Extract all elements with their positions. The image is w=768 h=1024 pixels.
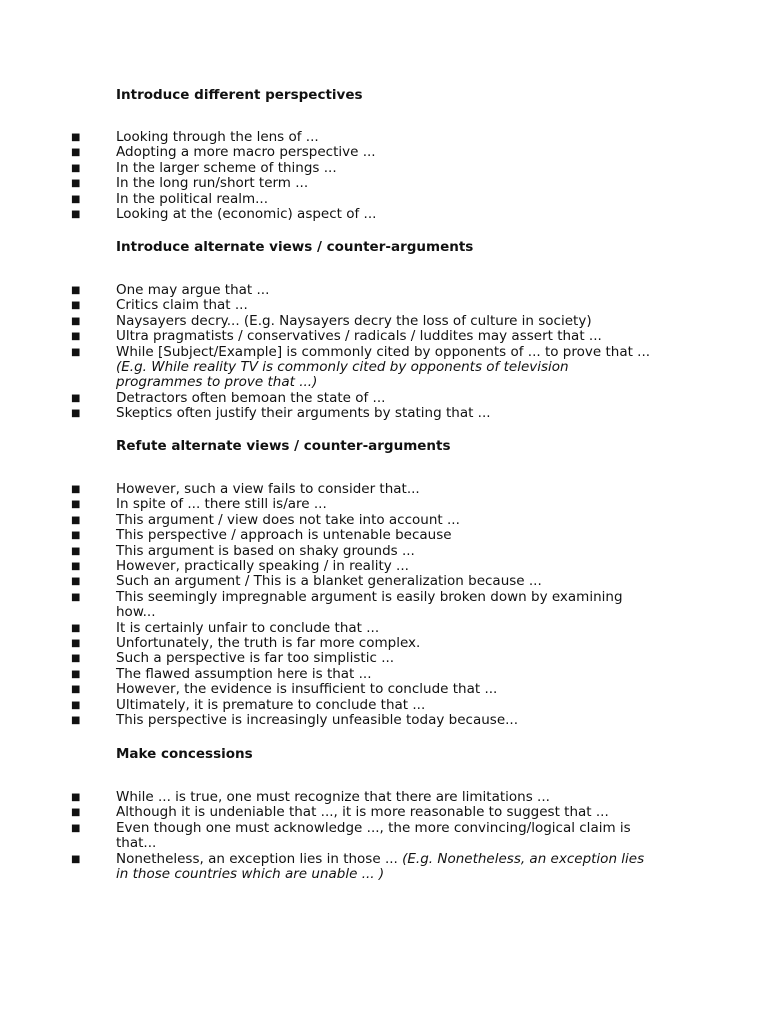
- list-item: [0, 161, 656, 176]
- list-item-text: One may argue that ...: [116, 282, 270, 298]
- list-item: [0, 667, 656, 682]
- list-item-text: While [Subject/Example] is commonly cited by opponents of ... to prove that ...: [116, 343, 651, 360]
- list-item-text: Although it is undeniable that ..., it is more reasonable to suggest that ...: [116, 804, 609, 821]
- list-item-text: Nonetheless, an exception lies in those ...: [116, 850, 403, 867]
- list-item: [0, 192, 656, 207]
- bullet-list: [0, 283, 768, 422]
- list-item-text: In the political realm...: [116, 190, 268, 207]
- list-item-text: This argument / view does not take into account ...: [116, 511, 460, 528]
- list-item-example: (E.g. Nonetheless, an exception lies in those countries which are unable ... ): [116, 850, 645, 883]
- list-item: [0, 852, 656, 883]
- bullet-icon: ■: [71, 684, 81, 696]
- bullet-list: [0, 130, 768, 222]
- bullet-icon: ■: [71, 591, 81, 603]
- bullet-list: [0, 790, 768, 882]
- bullet-icon: ■: [71, 715, 81, 727]
- list-item-text: This perspective is increasingly unfeasible today because...: [116, 712, 519, 729]
- bullet-icon: ■: [71, 807, 81, 819]
- bullet-icon: ■: [71, 315, 81, 327]
- list-item: [0, 314, 656, 329]
- list-item: [0, 145, 656, 160]
- list-item: [0, 713, 656, 728]
- list-item: [0, 207, 656, 222]
- list-item-text: This seemingly impregnable argument is easily broken down by examining how...: [116, 588, 623, 621]
- list-item-text: Looking at the (economic) aspect of ...: [116, 206, 377, 223]
- list-item: [0, 345, 656, 391]
- bullet-icon: ■: [71, 300, 81, 312]
- list-item: [0, 130, 656, 145]
- section-heading: Introduce alternate views / counter-arguments: [116, 239, 474, 255]
- list-item: [0, 621, 656, 636]
- list-item-text: Adopting a more macro perspective ...: [116, 144, 376, 161]
- bullet-icon: ■: [71, 193, 81, 205]
- bullet-icon: ■: [71, 408, 81, 420]
- bullet-icon: ■: [71, 530, 81, 542]
- list-item-text: However, practically speaking / in reality ...: [116, 558, 409, 575]
- list-item: [0, 528, 656, 543]
- bullet-icon: ■: [71, 285, 81, 296]
- list-item: [0, 790, 656, 805]
- list-item-text: Critics claim that ...: [116, 297, 248, 314]
- list-item-text: Looking through the lens of ...: [116, 129, 319, 145]
- list-item-text: However, such a view fails to consider that...: [116, 481, 420, 497]
- list-item-text: Naysayers decry... (E.g. Naysayers decry the loss of culture in society): [116, 312, 592, 329]
- bullet-icon: ■: [71, 346, 81, 358]
- list-item: [0, 636, 656, 651]
- list-item-text: Ultra pragmatists / conservatives / radicals / luddites may assert that ...: [116, 328, 602, 345]
- list-item: [0, 406, 656, 421]
- list-item-text: In spite of ... there still is/are ...: [116, 496, 327, 513]
- bullet-list: [0, 482, 768, 729]
- bullet-icon: ■: [71, 209, 81, 221]
- section-heading: Refute alternate views / counter-arguments: [116, 438, 451, 454]
- bullet-icon: ■: [71, 622, 81, 634]
- list-item: [0, 559, 656, 574]
- bullet-icon: ■: [71, 132, 81, 143]
- bullet-icon: ■: [71, 514, 81, 526]
- list-item: [0, 513, 656, 528]
- bullet-icon: ■: [71, 331, 81, 343]
- list-item: [0, 482, 656, 497]
- section-heading: Make concessions: [116, 746, 253, 762]
- list-item: [0, 805, 656, 820]
- list-item-text: The flawed assumption here is that ...: [116, 665, 372, 682]
- list-item-text: Even though one must acknowledge ..., the more convincing/logical claim is that...: [116, 819, 631, 852]
- section-heading: Introduce different perspectives: [116, 87, 363, 103]
- bullet-icon: ■: [71, 484, 81, 495]
- list-item-text: Unfortunately, the truth is far more complex.: [116, 635, 421, 652]
- list-item-text: Ultimately, it is premature to conclude that ...: [116, 696, 426, 713]
- list-item-example: (E.g. While reality TV is commonly cited by opponents of television programmes to prove that ...): [116, 359, 569, 391]
- bullet-icon: ■: [71, 178, 81, 190]
- list-item-text: This perspective / approach is untenable because: [116, 527, 452, 544]
- bullet-icon: ■: [71, 668, 81, 680]
- bullet-icon: ■: [71, 853, 81, 865]
- bullet-icon: ■: [71, 545, 81, 557]
- list-item: [0, 176, 656, 191]
- list-item-text: Detractors often bemoan the state of ...: [116, 389, 386, 406]
- bullet-icon: ■: [71, 822, 81, 834]
- bullet-icon: ■: [71, 653, 81, 665]
- list-item-text: Such an argument / This is a blanket generalization because ...: [116, 573, 542, 590]
- list-item-text: This argument is based on shaky grounds ...: [116, 542, 415, 559]
- list-item-text: In the larger scheme of things ...: [116, 159, 337, 176]
- list-item: [0, 497, 656, 512]
- list-item: [0, 391, 656, 406]
- bullet-icon: ■: [71, 561, 81, 573]
- bullet-icon: ■: [71, 499, 81, 511]
- bullet-icon: ■: [71, 576, 81, 588]
- list-item: [0, 574, 656, 589]
- list-item: [0, 544, 656, 559]
- bullet-icon: ■: [71, 162, 81, 174]
- list-item: [0, 329, 656, 344]
- list-item-text: While ... is true, one must recognize that there are limitations ...: [116, 789, 550, 805]
- list-item-text: Such a perspective is far too simplistic ...: [116, 650, 395, 667]
- list-item: [0, 298, 656, 313]
- list-item: [0, 821, 656, 852]
- list-item: [0, 651, 656, 666]
- bullet-icon: ■: [71, 392, 81, 404]
- list-item-text: In the long run/short term ...: [116, 175, 309, 192]
- bullet-icon: ■: [71, 638, 81, 650]
- list-item-text: Skeptics often justify their arguments by stating that ...: [116, 405, 491, 422]
- bullet-icon: ■: [71, 792, 81, 803]
- list-item: [0, 698, 656, 713]
- bullet-icon: ■: [71, 699, 81, 711]
- list-item-text: It is certainly unfair to conclude that ...: [116, 619, 380, 636]
- list-item-text: However, the evidence is insufficient to conclude that ...: [116, 681, 498, 698]
- list-item: [0, 283, 656, 298]
- list-item: [0, 682, 656, 697]
- bullet-icon: ■: [71, 147, 81, 159]
- list-item: [0, 590, 656, 621]
